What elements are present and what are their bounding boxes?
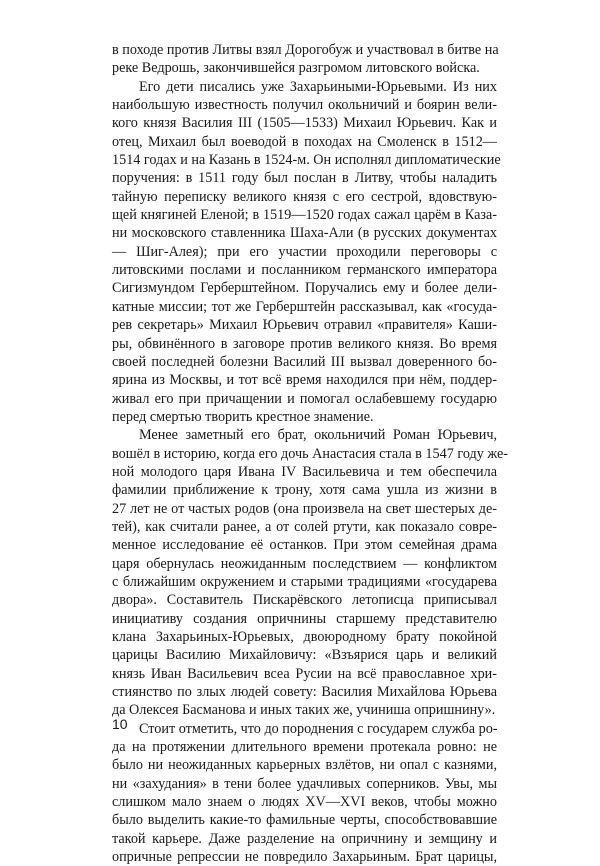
paragraph-3 <box>112 426 509 720</box>
paragraph-2 <box>112 78 501 427</box>
text-line: князь Иван Васильевич всеа Русии на всё православное хри- <box>112 665 497 682</box>
text-line: стиянство по злых людей совету: Василия Михайлова Юрьева <box>112 684 497 701</box>
text-line: ни «захудания» в тени более удачливых соперников. Увы, мы <box>112 775 497 792</box>
text-line: отец, Михаил был воеводой в походах на Смоленск в 1512— <box>112 133 497 150</box>
text-line: Стоит отметить, что до породнения с государем служба ро- <box>139 720 498 737</box>
text-line: да на протяжении длительного времени протекала ровно: не <box>112 739 497 756</box>
page-body <box>112 41 509 866</box>
text-line: живал его при причащении и помогал ослабевшему государю <box>112 390 497 407</box>
text-line: своей последней болезни Василий III вызвал доверенного бо- <box>112 353 497 370</box>
text-line: 1514 годах и на Казань в 1524-м. Он исполнял дипломатические <box>112 152 501 169</box>
text-line: царицы Василию Михайловичу: «Взъярися царь и великий <box>112 647 497 664</box>
text-line: рев секретарь» Михаил Юрьевич отравил «правителя» Каши- <box>112 317 497 334</box>
text-line: ры, обвинённого в заговоре против великого князя. Во время <box>112 335 497 352</box>
text-line: менное исследование её останков. При этом семейная драма <box>112 537 497 554</box>
text-line: Сигизмундом Герберштейном. Поручались ему и более дели- <box>112 280 497 297</box>
text-line: тей), как считали ранее, а от солей ртути, как показало совре- <box>112 518 497 535</box>
page-number: 10 <box>112 716 128 732</box>
text-line: ной молодого царя Ивана IV Васильевича и тем обеспечила <box>112 463 497 480</box>
text-line: с ближайшим окружением и старыми традициями «государева <box>112 573 497 590</box>
text-line: Менее заметный его брат, окольничий Роман Юрьевич, <box>139 427 497 444</box>
text-line: перед смертью творить крестное знамение. <box>112 408 374 425</box>
text-line: кого князя Василия III (1505—1533) Михаил Юрьевич. Как и <box>112 115 497 132</box>
text-line: инициативу создания опричнины старшему представителю <box>112 610 497 627</box>
text-line: 27 лет не от частых родов (она произвела на свет шестерых де- <box>112 500 497 517</box>
text-line: да Олексея Басманова и иных таких же, учиниша опришнину». <box>112 702 496 719</box>
text-line: вошёл в историю, когда его дочь Анастасия стала в 1547 году же- <box>112 445 509 462</box>
text-line: царя обернулась неожиданным последствием — конфликтом <box>112 555 497 572</box>
text-line: опричные репрессии не повредило Захарьиным. Брат царицы, <box>112 849 497 866</box>
text-line: катные миссии; тот же Герберштейн рассказывал, как «госуда- <box>112 298 497 315</box>
text-line: ни московского ставленника Шаха-Али (в русских документах <box>112 225 497 242</box>
text-line: такой карьере. Даже разделение на опричнину и земщину и <box>112 830 497 847</box>
text-line: литовскими послами и посланником германского императора <box>112 262 497 279</box>
text-line: фамилии приближение к трону, хотя сама ушла из жизни в <box>112 482 497 499</box>
text-line: поручения: в 1511 году был послан в Литву, чтобы наладить <box>112 170 497 187</box>
text-line: двора». Составитель Пискарёвского летописца приписывал <box>112 592 497 609</box>
text-line: наибольшую известность получил окольничий и боярин вели- <box>112 97 497 114</box>
paragraph-4 <box>112 720 497 866</box>
text-line: щей княгиней Еленой; в 1519—1520 годах сажал царём в Каза- <box>112 207 497 224</box>
text-line: ярина из Москвы, и тот всё время находился при нём, поддер- <box>112 372 497 389</box>
text-line: в походе против Литвы взял Дорогобуж и участвовал в битве на <box>112 42 499 58</box>
text-line: реке Ведрошь, закончившейся разгромом литовского войска. <box>112 60 480 77</box>
text-line: было ни неожиданных карьерных взлётов, ни опал с казнями, <box>112 757 497 774</box>
text-line: клана Захарьиных-Юрьевых, двоюродному брату покойной <box>112 629 497 645</box>
text-line: слишком мало знаем о людях XV—XVI веков, чтобы можно <box>112 794 497 811</box>
text-line: было выделить какие-то фамильные черты, способствовавшие <box>112 812 497 829</box>
text-line: Его дети писались уже Захарьиными-Юрьевыми. Из них <box>139 78 497 95</box>
text-line: — Шиг-Алея); при его участии проходили переговоры с <box>112 243 497 260</box>
paragraph-1 <box>112 41 497 78</box>
text-line: тайную переписку великого князя с его сестрой, вдовствую- <box>112 188 497 205</box>
